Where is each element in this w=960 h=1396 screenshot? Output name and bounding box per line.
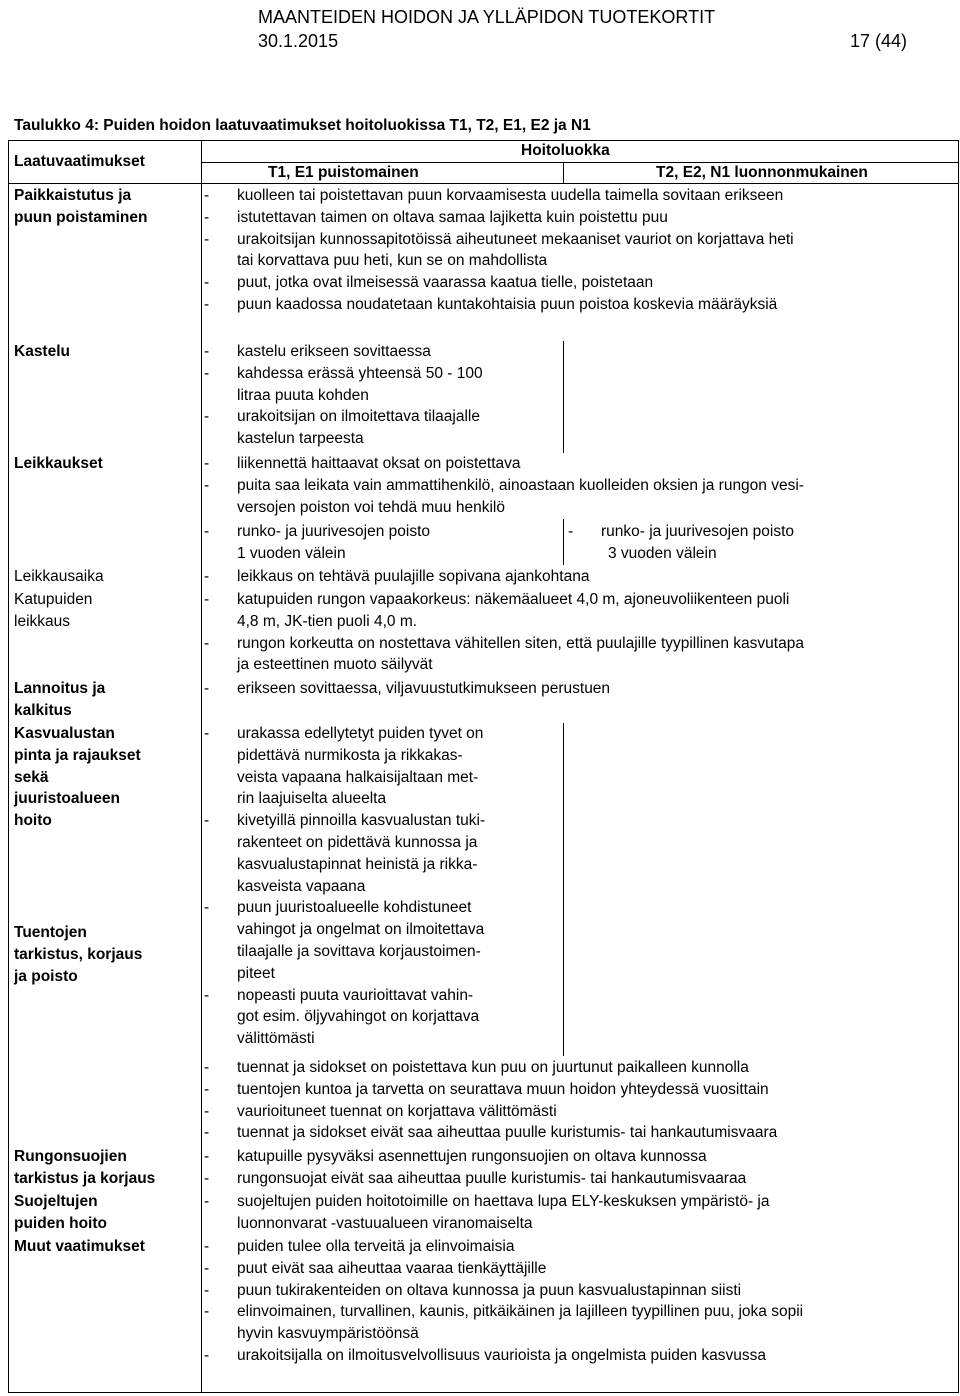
row-label-suojeltujen: Suojeltujen xyxy=(14,1193,98,1210)
row-label-tuentojen: tarkistus, korjaus xyxy=(14,945,143,963)
bullet-dash: - xyxy=(204,230,210,248)
row-label-paikkaistutus: puun poistaminen xyxy=(14,208,148,226)
bullet-dash: - xyxy=(204,476,210,494)
bullet-dash: - xyxy=(204,1303,210,1321)
bullet-dash: - xyxy=(204,523,210,540)
list-item-text: tuennat ja sidokset on poistettava kun puu on juurtunut paikalleen kunnolla xyxy=(237,1059,749,1076)
list-item-text: runko- ja juurivesojen poisto xyxy=(237,523,430,540)
row-label-kasvualusta: pinta ja rajaukset xyxy=(14,746,141,764)
list-item-text: tilaajalle ja sovittava korjaustoimen- xyxy=(237,942,481,960)
list-item-text: veista vapaana halkaisijaltaan met- xyxy=(237,768,479,786)
list-item-text: vahingot ja ongelmat on ilmoitettava xyxy=(237,921,485,939)
row-label-rungonsuojien: Rungonsuojien xyxy=(14,1148,127,1165)
row-label-lannoitus: Lannoitus ja xyxy=(14,680,106,697)
list-item-text: ja esteettinen muoto säilyvät xyxy=(237,656,433,674)
list-item-text: urakassa edellytetyt puiden tyvet on xyxy=(237,725,484,742)
list-item-text: tuentojen kuntoa ja tarvetta on seurattava muun hoidon yhteydessä vuosittain xyxy=(237,1080,769,1098)
group-header-class: Hoitoluokka xyxy=(521,142,610,159)
bullet-dash: - xyxy=(204,1102,210,1120)
bullet-dash: - xyxy=(204,1281,210,1299)
list-item-text: hyvin kasvuympäristöönsä xyxy=(237,1325,419,1343)
bullet-dash: - xyxy=(204,296,210,313)
bullet-dash: - xyxy=(204,568,210,585)
bullet-dash: - xyxy=(204,680,210,697)
row-label-suojeltujen: puiden hoito xyxy=(14,1214,107,1232)
list-item-text: urakoitsijan kunnossapitotöissä aiheutuneet mekaaniset vauriot on korjattava heti xyxy=(237,230,794,248)
bullet-dash: - xyxy=(204,274,210,292)
bullet-dash: - xyxy=(204,343,210,360)
bullet-dash: - xyxy=(204,812,210,830)
class-divider-leikkaukset xyxy=(563,519,564,565)
subheader-t2-e2-n1: T2, E2, N1 luonnonmukainen xyxy=(656,164,868,181)
row-label-tuentojen: ja poisto xyxy=(14,967,78,985)
row-label-kasvualusta: hoito xyxy=(14,812,52,830)
label-column-divider xyxy=(201,140,202,1393)
list-item-text: leikkaus on tehtävä puulajille sopivana ajankohtana xyxy=(237,568,590,585)
row-label-lannoitus: kalkitus xyxy=(14,701,72,719)
bullet-dash: - xyxy=(204,725,210,742)
row-label-tuentojen: Tuentojen xyxy=(14,924,87,941)
bullet-dash: - xyxy=(204,1080,210,1098)
list-item-text: liikennettä haittaavat oksat on poistettava xyxy=(237,455,521,472)
bullet-dash: - xyxy=(204,187,210,204)
table-right-border xyxy=(958,140,959,1393)
class-divider-kasvualusta xyxy=(563,723,564,1056)
list-item-text: kuolleen tai poistettavan puun korvaamisesta uudella taimella sovitaan erikseen xyxy=(237,187,784,204)
list-item-text: puut eivät saa aiheuttaa vaaraa tienkäyttäjille xyxy=(237,1259,547,1277)
bullet-dash: - xyxy=(204,1124,210,1142)
list-item-text: got esim. öljyvahingot on korjattava xyxy=(237,1008,480,1026)
list-item-text: piteet xyxy=(237,964,275,982)
bullet-dash: - xyxy=(204,1059,210,1076)
row-label-rungonsuojien: tarkistus ja korjaus xyxy=(14,1169,156,1187)
list-item-text: tuennat ja sidokset eivät saa aiheuttaa puulle kuristumis- tai hankautumisvaara xyxy=(237,1124,778,1142)
list-item-text: rungonsuojat eivät saa aiheuttaa puulle kuristumis- tai hankautumisvaaraa xyxy=(237,1169,747,1187)
list-item-text: 1 vuoden välein xyxy=(237,544,346,562)
list-item-text: runko- ja juurivesojen poisto xyxy=(601,523,794,540)
document-date: 30.1.2015 xyxy=(258,31,339,51)
row-label-kastelu: Kastelu xyxy=(14,343,70,360)
list-item-text: pidettävä nurmikosta ja rikkakas- xyxy=(237,746,463,764)
list-item-text: puut, jotka ovat ilmeisessä vaarassa kaatua tielle, poistetaan xyxy=(237,274,654,292)
list-item-text: litraa puuta kohden xyxy=(237,386,369,404)
list-item-text: puun tukirakenteiden on oltava kunnossa ja puun kasvualustapinnan siisti xyxy=(237,1281,742,1299)
bullet-dash: - xyxy=(204,408,210,426)
row-label-leikkaukset: Leikkaukset xyxy=(14,455,103,472)
row-label-kasvualusta: Kasvualustan xyxy=(14,725,115,742)
list-item-text: välittömästi xyxy=(237,1030,315,1048)
class-divider-header xyxy=(563,162,564,184)
list-item-text: kivetyillä pinnoilla kasvualustan tuki- xyxy=(237,812,486,830)
list-item-text: versojen poiston voi tehdä muu henkilö xyxy=(237,498,505,516)
list-item-text: tai korvattava puu heti, kun se on mahdollista xyxy=(237,252,548,270)
list-item-text: katupuille pysyväksi asennettujen rungonsuojien on oltava kunnossa xyxy=(237,1148,707,1165)
bullet-dash: - xyxy=(204,1259,210,1277)
row-label-katupuiden: Katupuiden xyxy=(14,591,93,608)
table-caption: Taulukko 4: Puiden hoidon laatuvaatimukset hoitoluokissa T1, T2, E1, E2 ja N1 xyxy=(14,117,591,134)
bullet-dash: - xyxy=(204,986,210,1004)
class-divider-kastelu xyxy=(563,341,564,453)
bullet-dash: - xyxy=(204,1347,210,1364)
table-bottom-border xyxy=(8,1392,959,1393)
list-item-text: kastelu erikseen sovittaessa xyxy=(237,343,431,360)
list-item-text: katupuiden rungon vapaakorkeus: näkemäalueet 4,0 m, ajoneuvoliikenteen puoli xyxy=(237,591,790,608)
row-label-leikkausaika: Leikkausaika xyxy=(14,568,104,585)
bullet-dash: - xyxy=(204,208,210,226)
bullet-dash: - xyxy=(204,1193,210,1210)
bullet-dash: - xyxy=(204,1148,210,1165)
bullet-dash: - xyxy=(204,364,210,382)
row-label-muut: Muut vaatimukset xyxy=(14,1238,145,1255)
table-left-border xyxy=(8,140,9,1393)
subheader-t1-e1: T1, E1 puistomainen xyxy=(268,164,419,181)
list-item-text: urakoitsijalla on ilmoitusvelvollisuus vaurioista ja ongelmista puiden kasvussa xyxy=(237,1347,766,1364)
list-item-text: rakenteet on pidettävä kunnossa ja xyxy=(237,833,478,851)
list-item-text: kasvualustapinnat heinistä ja rikka- xyxy=(237,855,478,873)
bullet-dash: - xyxy=(568,523,574,540)
document-title: MAANTEIDEN HOIDON JA YLLÄPIDON TUOTEKORTIT xyxy=(258,7,716,27)
bullet-dash: - xyxy=(204,591,210,608)
list-item-text: puun juuristoalueelle kohdistuneet xyxy=(237,899,472,917)
list-item-text: elinvoimainen, turvallinen, kaunis, pitkäikäinen ja lajilleen tyypillinen puu, joka sopii xyxy=(237,1303,804,1321)
list-item-text: rungon korkeutta on nostettava vähitellen siten, että puulajille tyypillinen kasvutapa xyxy=(237,634,804,652)
page-number: 17 (44) xyxy=(850,31,908,51)
list-item-text: puun kaadossa noudatetaan kuntakohtaisia puun poistoa koskevia määräyksiä xyxy=(237,296,778,313)
row-label-kasvualusta: sekä xyxy=(14,768,49,786)
bullet-dash: - xyxy=(204,455,210,472)
row-label-katupuiden: leikkaus xyxy=(14,612,70,630)
list-item-text: erikseen sovittaessa, viljavuustutkimukseen perustuen xyxy=(237,680,611,697)
list-item-text: rin laajuiselta alueelta xyxy=(237,790,387,808)
column-header-quality: Laatuvaatimukset xyxy=(14,153,145,170)
list-item-text: kastelun tarpeesta xyxy=(237,430,364,448)
list-item-text: suojeltujen puiden hoitotoimille on haettava lupa ELY-keskuksen ympäristö- ja xyxy=(237,1193,770,1210)
row-label-paikkaistutus: Paikkaistutus ja xyxy=(14,187,132,204)
list-item-text: puiden tulee olla terveitä ja elinvoimaisia xyxy=(237,1238,515,1255)
list-item-text: nopeasti puuta vaurioittavat vahin- xyxy=(237,986,474,1004)
list-item-text: urakoitsijan on ilmoitettava tilaajalle xyxy=(237,408,480,426)
list-item-text: istutettavan taimen on oltava samaa lajiketta kuin poistettu puu xyxy=(237,208,668,226)
row-label-kasvualusta: juuristoalueen xyxy=(14,790,120,808)
list-item-text: 4,8 m, JK-tien puoli 4,0 m. xyxy=(237,612,418,630)
bullet-dash: - xyxy=(204,1238,210,1255)
list-item-text: 3 vuoden välein xyxy=(608,544,717,562)
table-top-border xyxy=(8,140,959,141)
list-item-text: vaurioituneet tuennat on korjattava välittömästi xyxy=(237,1102,557,1120)
bullet-dash: - xyxy=(204,634,210,652)
list-item-text: kasveista vapaana xyxy=(237,877,366,895)
list-item-text: kahdessa erässä yhteensä 50 - 100 xyxy=(237,364,483,382)
list-item-text: puita saa leikata vain ammattihenkilö, ainoastaan kuolleiden oksien ja rungon vesi- xyxy=(237,476,804,494)
list-item-text: luonnonvarat -vastuualueen viranomaiselta xyxy=(237,1214,533,1232)
bullet-dash: - xyxy=(204,899,210,917)
bullet-dash: - xyxy=(204,1169,210,1187)
